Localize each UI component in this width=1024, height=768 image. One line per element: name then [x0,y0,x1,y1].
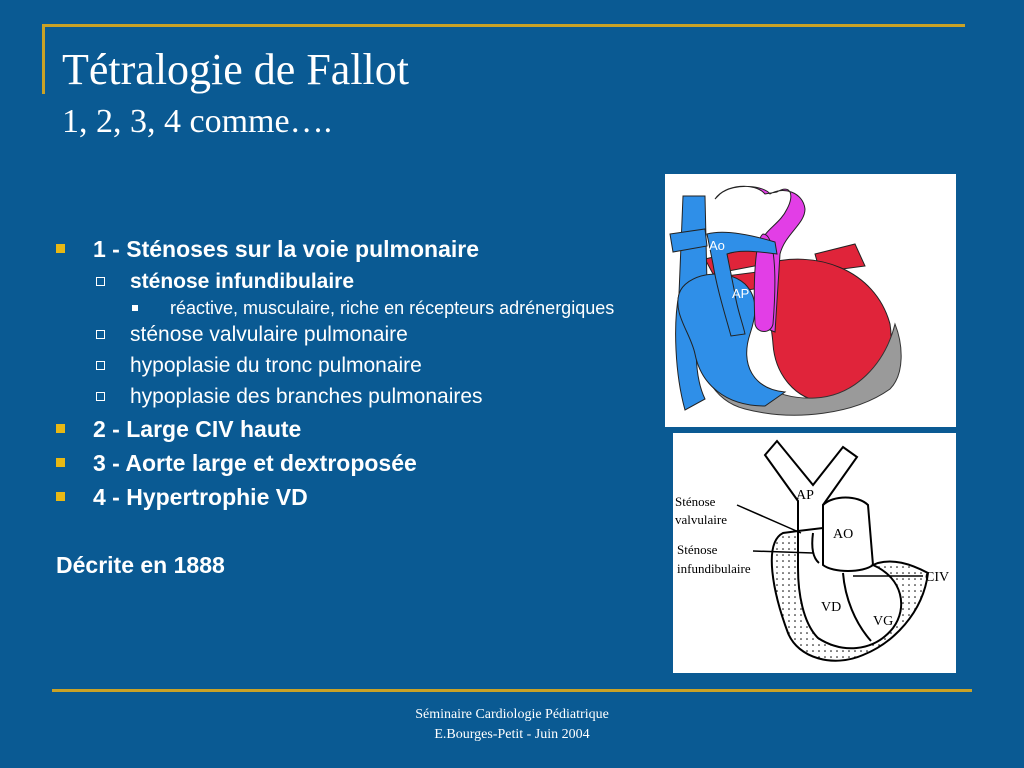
heart-bw-svg [673,433,956,673]
hollow-square-icon [96,330,105,339]
top-rule [42,24,965,27]
bullet-1-1 [56,266,656,297]
bullet-4-text: 4 - Hypertrophie VD [93,484,308,510]
bullet-1-3 [56,350,656,381]
bw-stenose-infund-1: Sténose [677,542,718,557]
ap-label: AP [732,286,750,301]
heart-bw-diagram [673,433,956,673]
bullet-1-1-text: sténose infundibulaire [130,270,355,293]
bullet-1-3-text: hypoplasie du tronc pulmonaire [130,354,422,377]
footer-line-2: E.Bourges-Petit - Juin 2004 [434,727,590,742]
bullet-1-text: 1 - Sténoses sur la voie pulmonaire [93,236,480,262]
footer-line-1: Séminaire Cardiologie Pédiatrique [415,707,609,722]
bullet-1-2-text: sténose valvulaire pulmonaire [130,323,408,346]
slide-subtitle: 1, 2, 3, 4 comme…. [62,103,333,140]
bottom-rule [52,689,972,692]
bullet-square-icon [56,424,65,433]
bullet-1-2 [56,319,656,350]
bullet-1-4 [56,381,656,412]
bw-stenose-valvulaire-1: Sténose [675,494,716,509]
bullet-list [56,232,656,579]
bullet-2 [56,412,656,446]
bullet-1 [56,232,656,266]
title-accent-rule [42,26,45,94]
hollow-square-icon [96,277,105,286]
bw-vg-label: VG [873,614,894,629]
bw-ap-label: AP [796,488,814,503]
bullet-1-4-text: hypoplasie des branches pulmonaires [130,385,483,408]
ao-label: Ao [709,238,725,253]
bullet-4 [56,480,656,514]
bullet-square-icon [56,492,65,501]
hollow-square-icon [96,361,105,370]
slide-title: Tétralogie de Fallot [62,45,409,94]
bw-civ-label: CIV [925,570,950,585]
hollow-square-icon [96,392,105,401]
bullet-square-icon [56,244,65,253]
bullet-1-1-1 [56,297,650,319]
bw-stenose-valvulaire-2: valvulaire [675,512,727,527]
bw-vd-label: VD [821,600,842,615]
bw-ao-label: AO [833,527,854,542]
bw-stenose-infund-2: infundibulaire [677,561,751,576]
bullet-2-text: 2 - Large CIV haute [93,416,302,442]
history-note: Décrite en 1888 [56,552,225,578]
bullet-1-1-1-text: réactive, musculaire, riche en récepteurs adrénergiques [170,298,615,318]
heart-color-svg [665,174,956,427]
bullet-3 [56,446,656,480]
heart-color-diagram [665,174,956,427]
bullet-square-icon [56,458,65,467]
bullet-3-text: 3 - Aorte large et dextroposée [93,450,417,476]
small-square-icon [132,305,138,311]
